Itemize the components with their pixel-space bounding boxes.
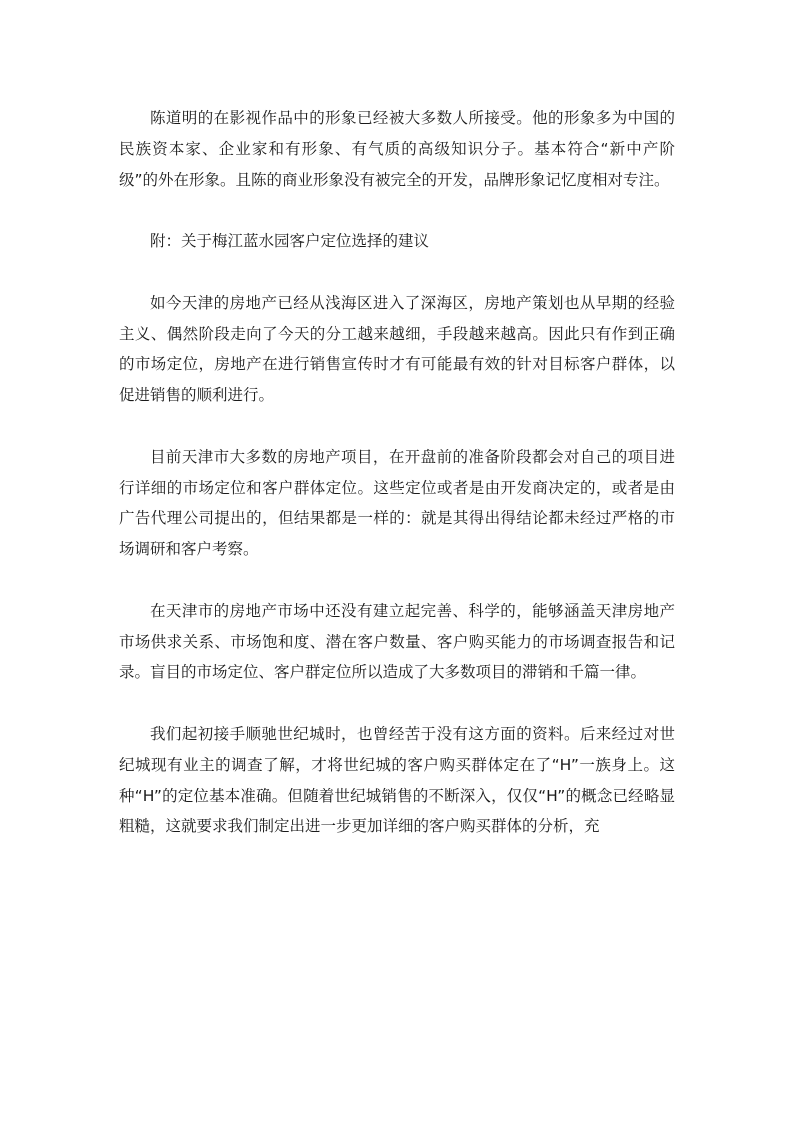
paragraph-market-research-gap: 在天津市的房地产市场中还没有建立起完善、科学的，能够涵盖天津房地产市场供求关系、市场饱和度、潜在客户数量、客户购买能力的市场调查报告和记录。盲目的市场定位、客户群定位所以造成了大多数项目的滞销和千篇一律。 [119,601,675,682]
paragraph-h-group-positioning: 我们起初接手顺驰世纪城时，也曾经苦于没有这方面的资料。后来经过对世纪城现有业主的调查了解，才将世纪城的客户购买群体定在了“H”一族身上。这种“H”的定位基本准确。但随着世纪城销售的不断深入，仅仅“H”的概念已经略显粗糙，这就要求我们制定出进一步更加详细的客户购买群体的分析，充 [119,724,675,836]
paragraph-project-positioning: 目前天津市大多数的房地产项目，在开盘前的准备阶段都会对自己的项目进行详细的市场定位和客户群体定位。这些定位或者是由开发商决定的，或者是由广告代理公司提出的，但结果都是一样的：就是其得出得结论都未经过严格的市场调研和客户考察。 [119,447,675,559]
paragraph-chen-daoming-image: 陈道明的在影视作品中的形象已经被大多数人所接受。他的形象多为中国的民族资本家、企业家和有形象、有气质的高级知识分子。基本符合“新中产阶级”的外在形象。且陈的商业形象没有被完全的开发，品牌形象记忆度相对专注。 [119,109,675,189]
paragraph-appendix-heading: 附：关于梅江蓝水园客户定位选择的建议 [150,232,430,251]
document-body [119,103,675,842]
paragraph-tianjin-real-estate: 如今天津的房地产已经从浅海区进入了深海区，房地产策划也从早期的经验主义、偶然阶段走向了今天的分工越来越细，手段越来越高。因此只有作到正确的市场定位，房地产在进行销售宣传时才有可能最有效的针对目标客户群体，以促进销售的顺利进行。 [119,293,675,405]
